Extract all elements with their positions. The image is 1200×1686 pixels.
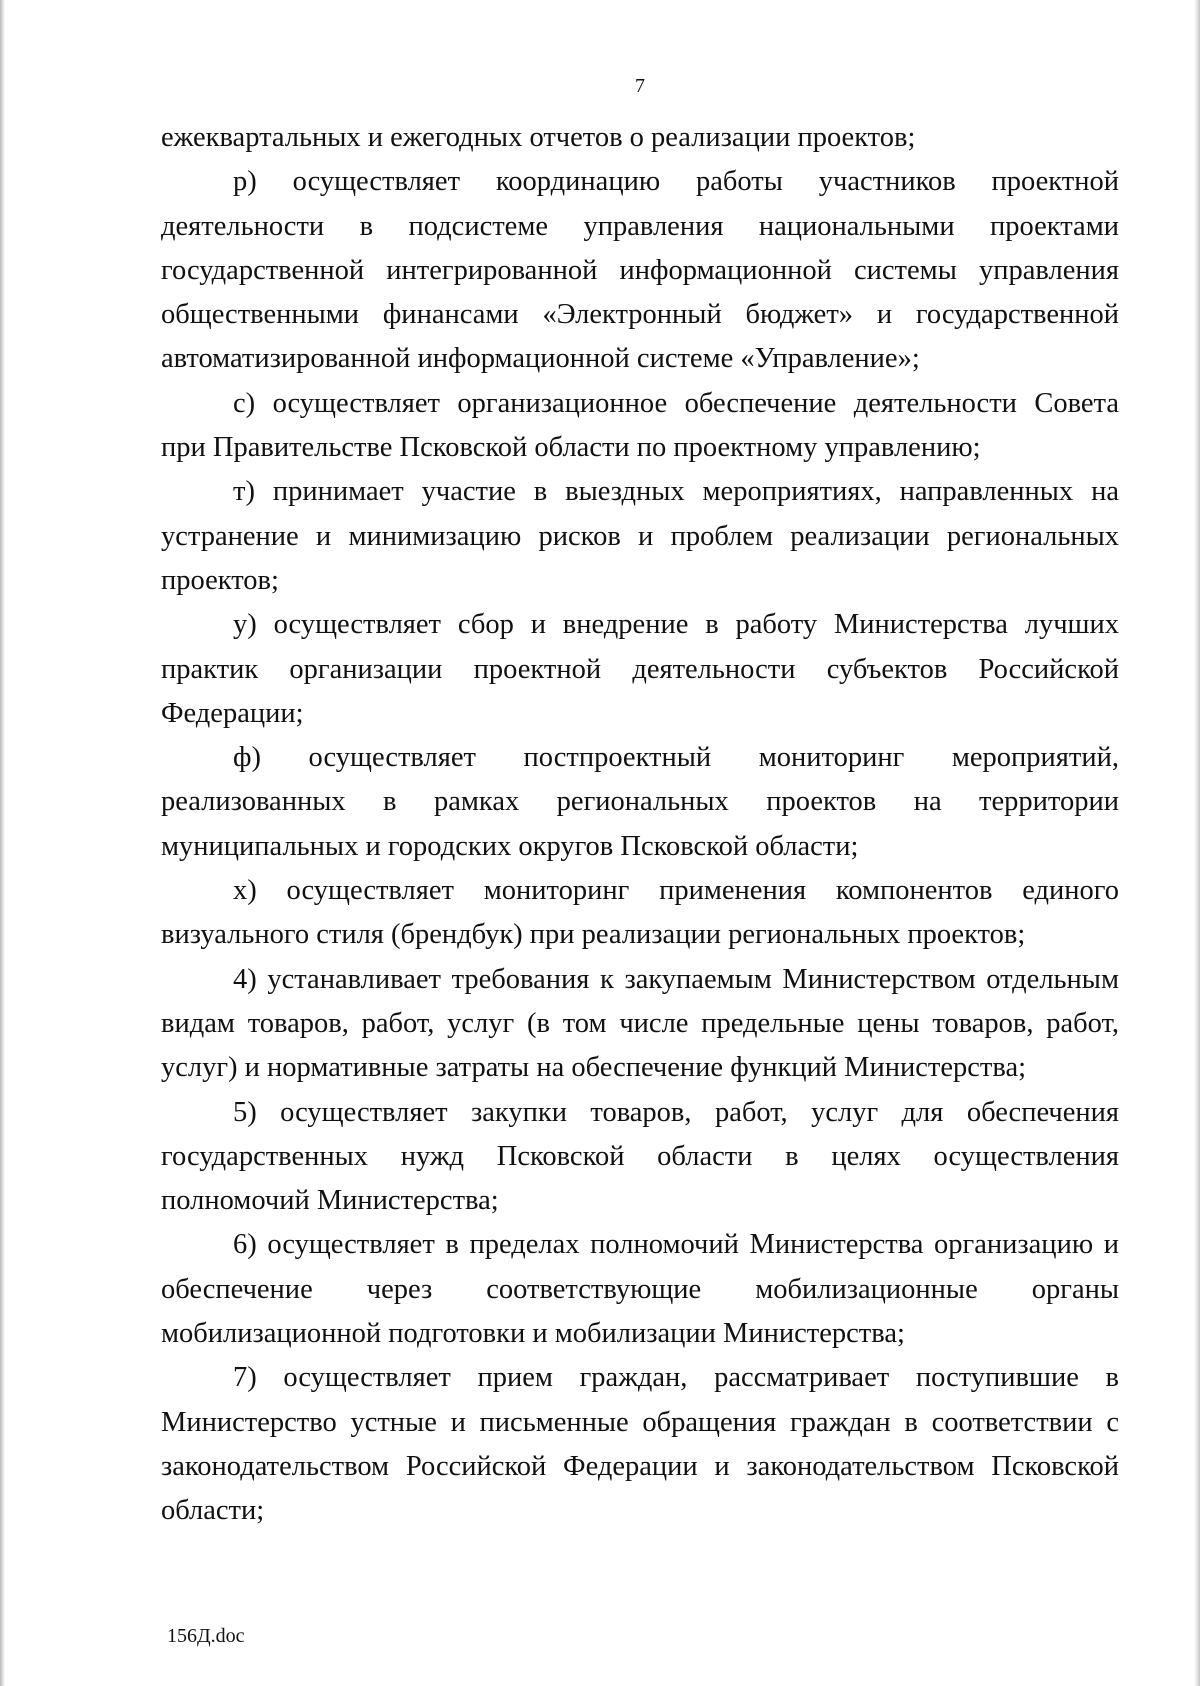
- paragraph-item-5: 5) осуществляет закупки товаров, работ, услуг для обеспечения государственных нужд Псковской области в целях осуществления полномочий Министерства;: [161, 1096, 1119, 1217]
- paragraph-item-f: ф) осуществляет постпроектный мониторинг мероприятий, реализованных в рамках региональных проектов на территории муниципальных и городских округов Псковской области;: [161, 742, 1119, 862]
- paragraph-item-r: р) осуществляет координацию работы участников проектной деятельности в подсистеме управления национальными проектами государственной интегрированной информационной системы управления общественными финансами «Электронный бюджет» и государственной автоматизированной информационной системе «Управление»;: [161, 166, 1119, 375]
- document-body: [161, 116, 1119, 1534]
- paragraph-item-7: 7) осуществляет прием граждан, рассматривает поступившие в Министерство устные и письменные обращения граждан в соответствии с законодательством Российской Федерации и законодательством Псковской области;: [161, 1362, 1119, 1527]
- scan-edge-left: [0, 0, 5, 1686]
- paragraph-continuation: ежеквартальных и ежегодных отчетов о реализации проектов;: [161, 122, 916, 153]
- paragraph-item-u: у) осуществляет сбор и внедрение в работу Министерства лучших практик организации проектной деятельности субъектов Российской Федерации;: [161, 609, 1119, 729]
- page-number: 7: [635, 75, 645, 97]
- scan-edge-right: [1194, 0, 1200, 1686]
- footer-filename: 156Д.doc: [167, 1625, 245, 1647]
- paragraph-item-s: с) осуществляет организационное обеспечение деятельности Совета при Правительстве Псковской области по проектному управлению;: [161, 387, 1119, 464]
- paragraph-item-kh: х) осуществляет мониторинг применения компонентов единого визуального стиля (брендбук) при реализации региональных проектов;: [161, 875, 1119, 951]
- paragraph-item-6: 6) осуществляет в пределах полномочий Министерства организацию и обеспечение через соответствующие мобилизационные органы мобилизационной подготовки и мобилизации Министерства;: [161, 1229, 1119, 1350]
- paragraph-item-4: 4) устанавливает требования к закупаемым Министерством отдельным видам товаров, работ, услуг (в том числе предельные цены товаров, работ, услуг) и нормативные затраты на обеспечение функций Министерства;: [161, 963, 1119, 1084]
- paragraph-item-t: т) принимает участие в выездных мероприятиях, направленных на устранение и минимизацию рисков и проблем реализации региональных проектов;: [161, 476, 1119, 596]
